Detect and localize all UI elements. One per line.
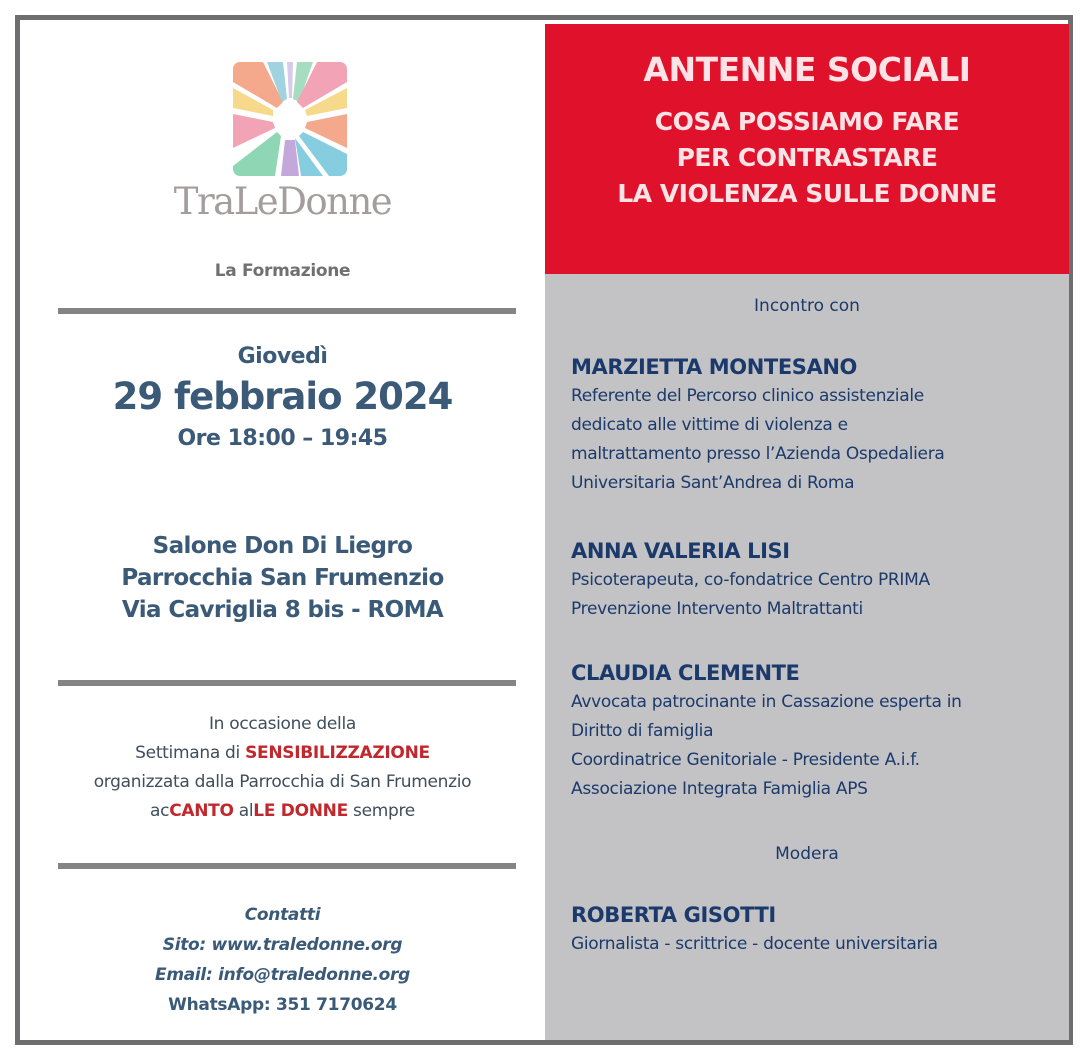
event-time: Ore 18:00 – 19:45 bbox=[177, 426, 388, 451]
speaker-card bbox=[571, 536, 1061, 624]
venue-line: Via Cavriglia 8 bis - ROMA bbox=[121, 597, 444, 623]
moderator-description bbox=[571, 930, 1061, 959]
description-line: dedicato alle vittime di violenza e bbox=[571, 415, 848, 435]
event-date: 29 febbraio 2024 bbox=[112, 375, 453, 418]
description-line: Referente del Percorso clinico assistenziale bbox=[571, 386, 924, 406]
venue-line: Salone Don Di Liegro bbox=[152, 533, 413, 559]
divider bbox=[58, 680, 516, 686]
program-panel bbox=[545, 274, 1069, 1040]
contact-email-link[interactable]: Email: info@traledonne.org bbox=[155, 965, 410, 985]
highlight-sensibilizzazione: SENSIBILIZZAZIONE bbox=[245, 743, 430, 763]
occasion-text bbox=[20, 710, 545, 826]
venue-line: Parrocchia San Frumenzio bbox=[121, 565, 444, 591]
speaker-card bbox=[571, 352, 1061, 498]
moderator-label: Modera bbox=[775, 844, 839, 864]
contacts-title: Contatti bbox=[244, 905, 321, 925]
divider bbox=[58, 308, 516, 314]
occasion-text-segment: ac bbox=[150, 801, 170, 821]
description-line: Diritto di famiglia bbox=[571, 721, 714, 741]
occasion-line bbox=[20, 797, 545, 826]
highlight-le-donne: LE DONNE bbox=[253, 801, 348, 821]
event-datetime bbox=[20, 342, 545, 456]
left-column bbox=[20, 20, 545, 1040]
speaker-description bbox=[571, 688, 1061, 804]
speaker-name: CLAUDIA CLEMENTE bbox=[571, 661, 800, 685]
brand-name: TraLeDonne bbox=[173, 180, 392, 223]
description-line: Associazione Integrata Famiglia APS bbox=[571, 779, 868, 799]
contact-whatsapp[interactable]: WhatsApp: 351 7170624 bbox=[168, 995, 397, 1015]
occasion-line: In occasione della bbox=[208, 714, 357, 734]
event-day: Giovedì bbox=[237, 344, 328, 369]
description-line: Prevenzione Intervento Maltrattanti bbox=[571, 599, 863, 619]
speaker-card bbox=[571, 658, 1061, 804]
moderator-name: ROBERTA GISOTTI bbox=[571, 903, 776, 927]
header-panel bbox=[545, 24, 1069, 274]
description-line: Psicoterapeuta, co-fondatrice Centro PRIMA bbox=[571, 570, 930, 590]
highlight-canto: CANTO bbox=[169, 801, 234, 821]
contacts bbox=[20, 900, 545, 1020]
description-line: Coordinatrice Genitoriale - Presidente A.i.f. bbox=[571, 750, 920, 770]
moderator-card bbox=[571, 900, 1061, 959]
occasion-text-segment: Settimana di bbox=[135, 743, 246, 763]
divider bbox=[58, 863, 516, 869]
occasion-text-segment: sempre bbox=[347, 801, 415, 821]
speaker-name: MARZIETTA MONTESANO bbox=[571, 355, 857, 379]
speaker-description bbox=[571, 382, 1061, 498]
header-subtitle-line: LA VIOLENZA SULLE DONNE bbox=[617, 179, 997, 208]
program-intro: Incontro con bbox=[754, 296, 860, 316]
header-title: ANTENNE SOCIALI bbox=[643, 50, 971, 89]
speaker-name: ANNA VALERIA LISI bbox=[571, 539, 790, 563]
header-subtitle-line: PER CONTRASTARE bbox=[676, 143, 938, 172]
description-line: Giornalista - scrittrice - docente universitaria bbox=[571, 934, 938, 954]
header-subtitle-line: COSA POSSIAMO FARE bbox=[654, 107, 960, 136]
occasion-line bbox=[20, 739, 545, 768]
header-subtitle bbox=[545, 104, 1069, 212]
speaker-description bbox=[571, 566, 1061, 624]
flyer-frame bbox=[15, 15, 1073, 1045]
brand-subtitle: La Formazione bbox=[214, 261, 351, 281]
venue bbox=[20, 530, 545, 626]
contact-site-link[interactable]: Sito: www.traledonne.org bbox=[162, 935, 403, 955]
occasion-line: organizzata dalla Parrocchia di San Frumenzio bbox=[93, 772, 472, 792]
occasion-text-segment: al bbox=[233, 801, 254, 821]
rainbow-sunburst-icon bbox=[233, 62, 347, 176]
description-line: maltrattamento presso l’Azienda Ospedaliera bbox=[571, 444, 945, 464]
description-line: Universitaria Sant’Andrea di Roma bbox=[571, 473, 855, 493]
description-line: Avvocata patrocinante in Cassazione esperta in bbox=[571, 692, 962, 712]
